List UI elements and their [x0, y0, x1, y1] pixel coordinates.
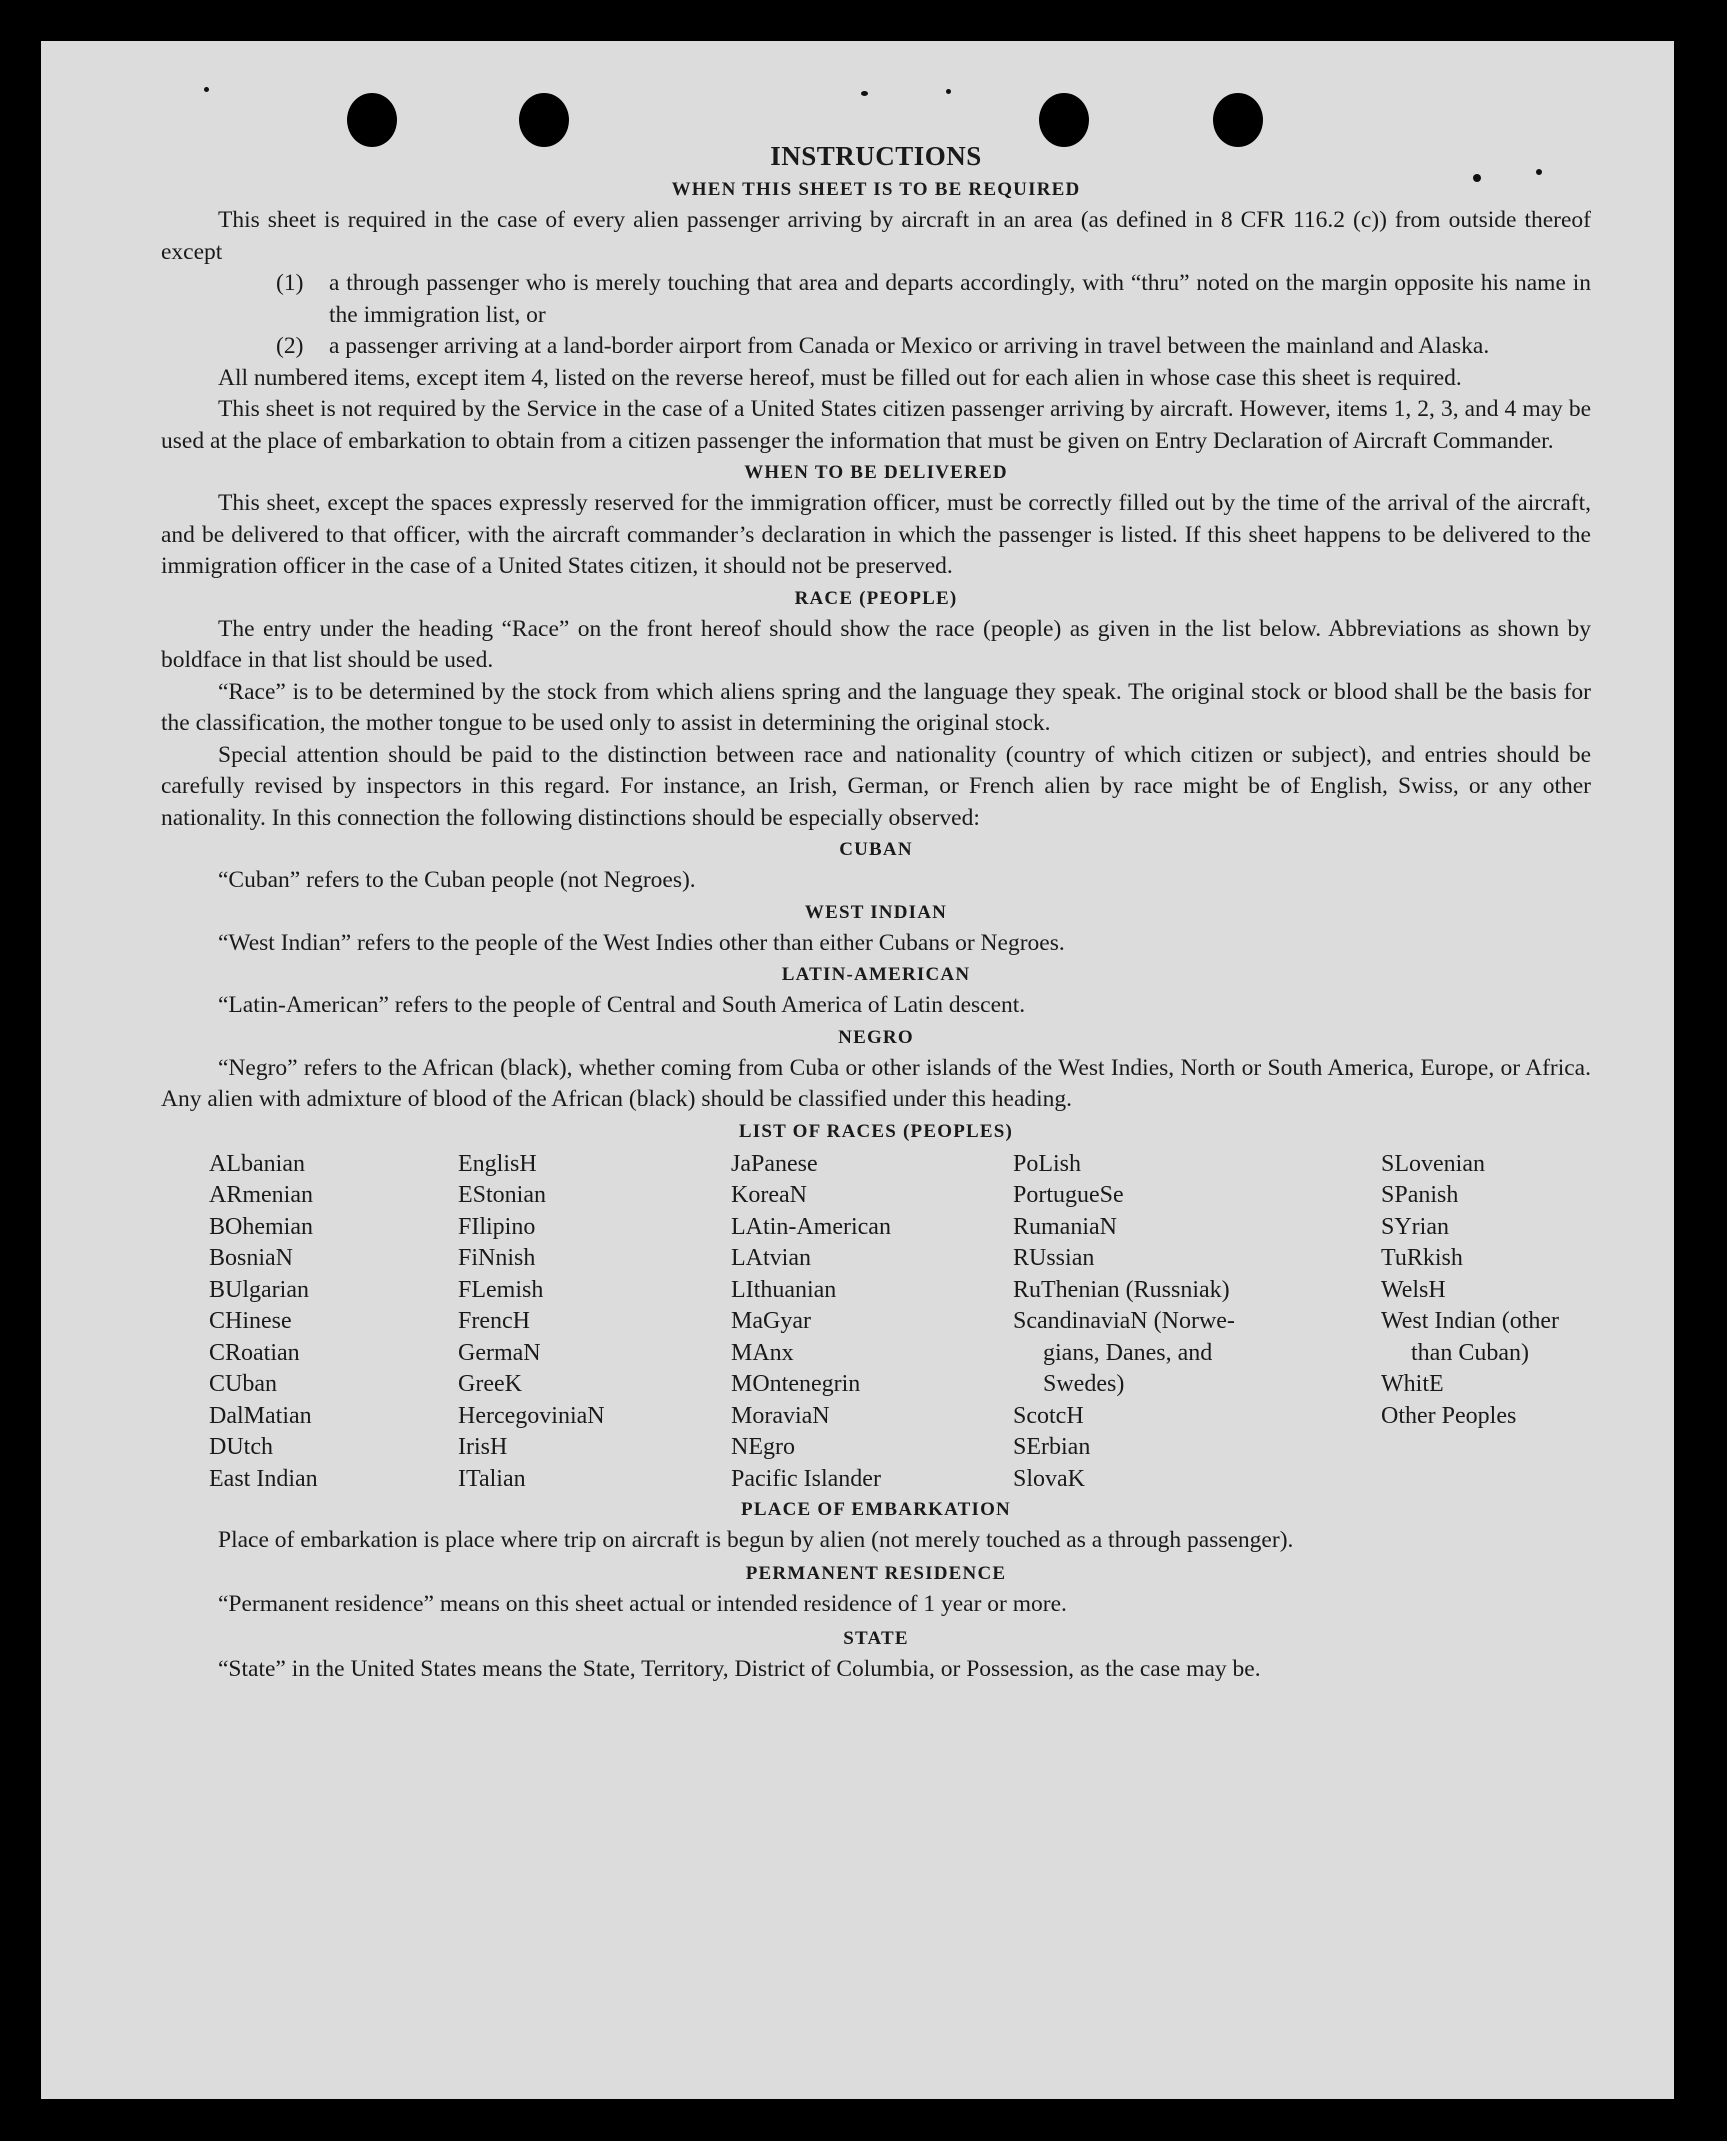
race-entry: CHinese [209, 1308, 292, 1334]
race-entry: LIthuanian [731, 1276, 837, 1303]
race-entry: SYrian [1381, 1213, 1449, 1240]
race-entry: ScandinaviaN (Norwe- [1013, 1308, 1235, 1334]
paragraph: “West Indian” refers to the people of the West Indies other than either Cubans or Negroes. [218, 929, 1065, 956]
race-entry: MAnx [731, 1339, 794, 1366]
race-entry: SLovenian [1381, 1150, 1485, 1177]
paragraph: “State” in the United States means the State, Territory, District of Columbia, or Possession, as the case may be. [218, 1655, 1261, 1682]
race-entry: BOhemian [209, 1213, 313, 1240]
race-entry: NEgro [731, 1434, 795, 1460]
race-entry: FrencH [458, 1308, 530, 1334]
race-entry: ScotcH [1013, 1402, 1084, 1429]
paragraph: Place of embarkation is place where trip on aircraft is begun by alien (not merely touched as a through passenger). [218, 1526, 1294, 1553]
page-title: INSTRUCTIONS [770, 141, 982, 171]
race-entry: EStonian [458, 1182, 546, 1208]
ink-speck [946, 89, 951, 94]
paragraph: “Latin-American” refers to the people of Central and South America of Latin descent. [218, 992, 1026, 1018]
race-entry: SlovaK [1013, 1465, 1085, 1492]
punch-hole [347, 93, 397, 147]
punch-hole [1213, 93, 1263, 147]
race-entry: Pacific Islander [731, 1465, 881, 1492]
race-entry: MOntenegrin [731, 1371, 861, 1397]
paragraph: The entry under the heading “Race” on the front hereof should show the race (people) as given in the list below. Abbreviations as shown by boldface in that list should be used. [161, 615, 1591, 673]
race-entry: FLemish [458, 1276, 544, 1303]
section-heading: WEST INDIAN [804, 901, 948, 923]
race-entry: PortugueSe [1013, 1182, 1124, 1208]
section-heading: LIST OF RACES (PEOPLES) [738, 1120, 1014, 1142]
section-heading: NEGRO [838, 1026, 914, 1048]
paragraph: This sheet, except the spaces expressly reserved for the immigration officer, must be correctly filled out by the time of the arrival of the aircraft, and be delivered to that officer, with the aircraft commander’s declaration in which the passenger is listed. If this sheet happens to be delivered to the immigration officer in the case of a United States citizen, it should not be preserved. [161, 490, 1591, 579]
race-entry: ARmenian [209, 1182, 313, 1208]
paragraph: This sheet is required in the case of every alien passenger arriving by aircraft in an area (as defined in 8 CFR 116.2 (c)) from outside thereof except [161, 207, 1591, 265]
race-entry: DalMatian [209, 1402, 312, 1429]
paragraph: “Race” is to be determined by the stock from which aliens spring and the language they speak. The original stock or blood shall be the basis for the classification, the mother tongue to be used only to assist in determining the original stock. [161, 678, 1591, 736]
paragraph: This sheet is not required by the Service in the case of a United States citizen passenger arriving by aircraft. However, items 1, 2, 3, and 4 may be used at the place of embarkation to obtain from a citizen passenger the information that must be given on Entry Declaration of Aircraft Commander. [161, 396, 1591, 454]
race-entry: GermaN [458, 1339, 541, 1366]
race-entry: FiNnish [458, 1245, 536, 1271]
race-column [1381, 1149, 1559, 1433]
list-item [161, 268, 1591, 331]
paragraph: All numbered items, except item 4, listed on the reverse hereof, must be filled out for each alien in whose case this sheet is required. [218, 364, 1462, 391]
race-column [458, 1149, 605, 1496]
paragraph: “Negro” refers to the African (black), whether coming from Cuba or other islands of the West Indies, North or South America, Europe, or Africa. Any alien with admixture of blood of the African (black) should be classified under this heading. [161, 1054, 1591, 1112]
race-entry: RuThenian (Russniak) [1013, 1276, 1230, 1303]
race-entry: TuRkish [1381, 1245, 1463, 1271]
race-entry: MaGyar [731, 1308, 811, 1334]
race-entry: FIlipino [458, 1213, 536, 1240]
race-entry: RUssian [1013, 1245, 1095, 1271]
section-heading: RACE (PEOPLE) [794, 587, 958, 609]
ink-speck [204, 87, 209, 92]
punch-hole [519, 93, 569, 147]
item-text: a passenger arriving at a land-border airport from Canada or Mexico or arriving in travel between the mainland and Alaska. [329, 333, 1490, 359]
section-heading: PLACE OF EMBARKATION [741, 1498, 1011, 1520]
race-entry: HercegoviniaN [458, 1402, 605, 1429]
race-entry: Other Peoples [1381, 1402, 1517, 1429]
document-page [41, 41, 1674, 2099]
race-entry: PoLish [1013, 1150, 1082, 1177]
race-entry: JaPanese [731, 1150, 818, 1177]
section-heading: PERMANENT RESIDENCE [745, 1563, 1007, 1584]
race-entry: LAtvian [731, 1245, 811, 1271]
race-entry: SErbian [1013, 1434, 1091, 1460]
item-text: a through passenger who is merely touching that area and departs accordingly, with “thru” noted on the margin opposite his name in the immigration list, or [329, 270, 1591, 328]
race-entry: BUlgarian [209, 1276, 309, 1303]
race-entry: than Cuban) [1411, 1339, 1529, 1366]
race-list [161, 1149, 1591, 1494]
race-entry: MoraviaN [731, 1402, 830, 1429]
paragraph: “Cuban” refers to the Cuban people (not Negroes). [218, 867, 696, 893]
race-entry: East Indian [209, 1465, 318, 1492]
section-heading: WHEN THIS SHEET IS TO BE REQUIRED [671, 179, 1081, 200]
race-entry: IrisH [458, 1434, 508, 1460]
instructions-content [161, 141, 1591, 1685]
race-entry: LAtin-American [731, 1213, 891, 1240]
race-entry: West Indian (other [1381, 1308, 1560, 1334]
paragraph: “Permanent residence” means on this sheet actual or intended residence of 1 year or more. [218, 1591, 1067, 1617]
paragraph: Special attention should be paid to the distinction between race and nationality (country of which citizen or subject), and entries should be carefully revised by inspectors in this regard. For instance, an Irish, German, or French alien by race might be of English, Swiss, or any other nationality. In this connection the following distinctions should be especially observed: [161, 741, 1591, 831]
race-entry: GreeK [458, 1371, 522, 1397]
race-entry: CRoatian [209, 1339, 300, 1366]
item-number: (1) [276, 270, 304, 296]
section-heading: WHEN TO BE DELIVERED [744, 462, 1008, 483]
race-entry: EnglisH [458, 1150, 537, 1177]
race-entry: ITalian [458, 1465, 526, 1492]
race-entry: SPanish [1381, 1182, 1459, 1208]
race-entry: BosniaN [209, 1245, 293, 1271]
race-entry: WhitE [1381, 1371, 1444, 1397]
section-heading: LATIN-AMERICAN [781, 964, 971, 985]
race-entry: CUban [209, 1371, 277, 1397]
item-number: (2) [276, 333, 304, 359]
race-entry: Swedes) [1043, 1371, 1125, 1397]
punch-hole [1039, 93, 1089, 147]
section-heading: STATE [843, 1627, 909, 1649]
race-entry: RumaniaN [1013, 1213, 1117, 1240]
race-entry: gians, Danes, and [1043, 1339, 1213, 1366]
race-entry: ALbanian [209, 1150, 305, 1177]
race-column [731, 1149, 891, 1496]
race-entry: WelsH [1381, 1276, 1446, 1303]
section-heading: CUBAN [839, 839, 913, 860]
race-entry: DUtch [209, 1434, 273, 1460]
race-column [1013, 1149, 1235, 1496]
list-item [161, 331, 1591, 363]
race-entry: KoreaN [731, 1182, 807, 1208]
race-column [209, 1149, 318, 1496]
ink-speck [861, 91, 868, 96]
